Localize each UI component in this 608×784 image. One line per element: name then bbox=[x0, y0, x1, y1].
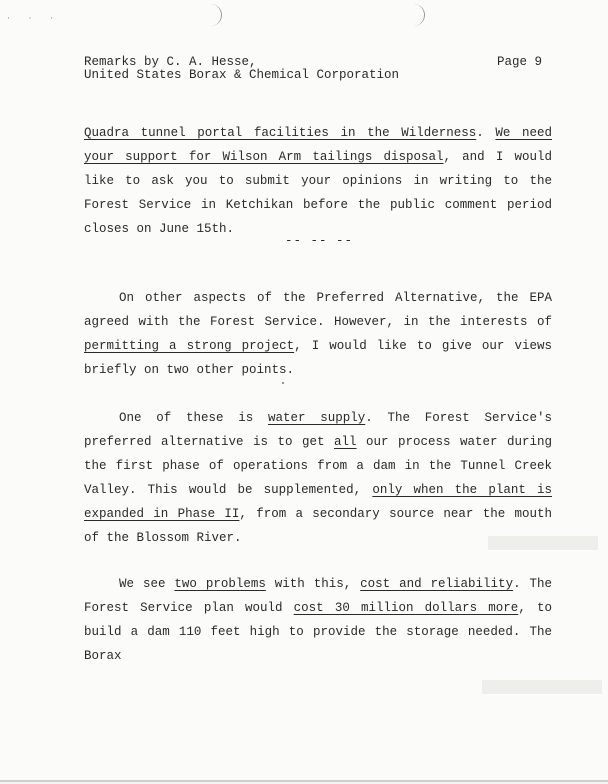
scan-smudge bbox=[488, 536, 598, 550]
text-run: our process water during the first phase of operations from a dam in the Tunnel Creek Valley. This would be supplemented, bbox=[84, 435, 553, 497]
scan-speck bbox=[282, 382, 284, 384]
text-run: with this, bbox=[265, 577, 361, 591]
text-run: , I would like to give our views briefly on two other points. bbox=[84, 339, 552, 377]
underlined-phrase: all bbox=[334, 435, 357, 449]
scan-specks: · · · bbox=[6, 14, 61, 23]
paragraph-2 bbox=[84, 286, 552, 382]
underlined-phrase: Quadra tunnel portal facilities in the Wilderness bbox=[84, 126, 477, 140]
text-run: . The Forest Service plan would bbox=[84, 577, 553, 615]
paragraph-3 bbox=[84, 406, 552, 550]
paragraph-4 bbox=[84, 572, 552, 668]
underlined-phrase: We need your support for Wilson Arm tailings disposal bbox=[84, 126, 552, 164]
text-run: , to build a dam 110 feet high to provide the storage needed. The Borax bbox=[84, 601, 552, 663]
page-number: Page 9 bbox=[496, 55, 542, 69]
binder-hole-mark bbox=[207, 4, 222, 26]
page-header bbox=[84, 56, 544, 82]
text-run: On other aspects of the Preferred Alternative, the EPA agreed with the Forest Service. However, in the interests of bbox=[84, 291, 552, 329]
header-author: Remarks by C. A. Hesse, bbox=[84, 55, 257, 69]
underlined-phrase: cost 30 million dollars more bbox=[293, 601, 519, 615]
header-company: United States Borax & Chemical Corporation bbox=[84, 68, 400, 82]
text-run: One of these is bbox=[119, 411, 268, 425]
underlined-phrase: only when the plant is expanded in Phase II bbox=[84, 483, 553, 521]
underlined-phrase: two problems bbox=[174, 577, 266, 591]
underlined-phrase: permitting a strong project bbox=[84, 339, 295, 353]
scan-smudge bbox=[482, 680, 602, 694]
section-separator: -- -- -- bbox=[285, 234, 354, 248]
text-run: . bbox=[476, 126, 496, 140]
paragraph-1 bbox=[84, 121, 552, 241]
underlined-phrase: cost and reliability bbox=[360, 577, 514, 591]
text-run: , from a secondary source near the mouth of the Blossom River. bbox=[84, 507, 552, 545]
binder-hole-mark bbox=[410, 4, 425, 26]
text-run: , and I would like to ask you to submit your opinions in writing to the Forest Service in Ketchikan before the public comment period closes on June 15th. bbox=[84, 150, 552, 236]
text-run: We see bbox=[119, 577, 175, 591]
underlined-phrase: water supply bbox=[267, 411, 366, 425]
text-run: . The Forest Service's preferred alternative is to get bbox=[84, 411, 552, 449]
